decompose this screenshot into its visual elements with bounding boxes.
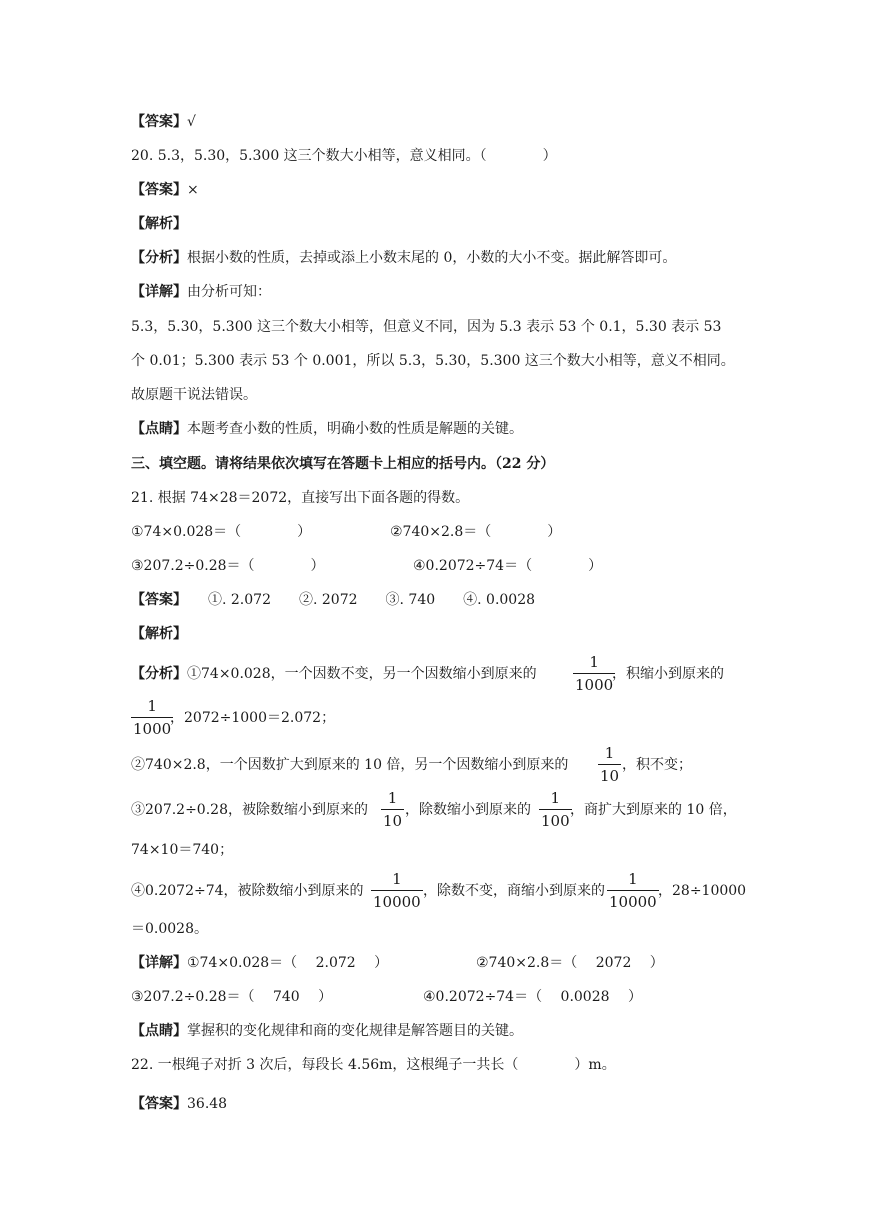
detail-text: 由分析可知： — [187, 284, 271, 300]
detail-body-2: 个 0.01；5.300 表示 53 个 0.001，所以 5.3，5.30，5.300 这三个数大小相等，意义不相同。 — [131, 353, 735, 369]
fraction-denominator: 100 — [541, 812, 570, 830]
comment-tag: 【点睛】 — [131, 421, 187, 437]
section-heading: 三、填空题。请将结果依次填写在答题卡上相应的括号内。（22 分） — [131, 456, 555, 472]
detail-tag: 【详解】 — [131, 284, 187, 300]
fenxi-tag: 【分析】 — [131, 666, 187, 682]
fenxi-text-tail: ，积不变； — [622, 757, 692, 773]
detail-item-4: ④0.2072÷74＝（ 0.0028 ） — [423, 989, 642, 1005]
fraction-1-1000 — [573, 653, 615, 694]
detail-item-3: ③207.2÷0.28＝（ 740 ） — [131, 989, 333, 1005]
fraction-numerator: 1 — [589, 653, 599, 671]
fraction-numerator: 1 — [604, 744, 615, 762]
answer-text: × — [187, 182, 199, 198]
fenxi-text-tail: ，商扩大到原来的 10 倍， — [570, 802, 737, 818]
answer-line-19 — [131, 112, 196, 132]
fraction-denominator: 1000 — [133, 720, 172, 738]
detail-item-1: ①74×0.028＝（ 2.072 ） — [187, 955, 389, 971]
detail-line-21-a — [131, 953, 388, 973]
fenxi-text-tail: ，积缩小到原来的 — [612, 666, 724, 682]
fenxi-line-20 — [131, 248, 676, 268]
answer-tag: 【答案】 — [131, 114, 187, 130]
answer-tag: 【答案】 — [131, 1096, 187, 1112]
fraction-1-10 — [381, 789, 404, 830]
fraction-denominator: 10000 — [609, 893, 657, 911]
detail-body-1: 5.3，5.30，5.300 这三个数大小相等，但意义不同，因为 5.3 表示 53 个 0.1，5.30 表示 53 — [131, 319, 722, 335]
fraction-1-10000 — [371, 870, 423, 911]
answer-text: 36.48 — [187, 1096, 228, 1112]
fenxi-line-21-a — [131, 664, 537, 684]
fenxi-text-mid: ，除数不变，商缩小到原来的 — [423, 883, 605, 899]
fraction-numerator: 1 — [392, 870, 402, 888]
detail-body-3: 故原题干说法错误。 — [131, 387, 257, 403]
q21-item-1: ①74×0.028＝（ ） — [131, 524, 312, 540]
fraction-1-10 — [598, 744, 621, 785]
fenxi-line-21-b: ，2072÷1000＝2.072； — [170, 710, 336, 726]
fraction-numerator: 1 — [147, 697, 157, 715]
fraction-1-1000 — [131, 697, 173, 738]
q21-item-4: ④0.2072÷74＝（ ） — [413, 558, 603, 574]
fenxi-text-mid: ，除数缩小到原来的 — [405, 802, 531, 818]
fraction-denominator: 10000 — [373, 893, 421, 911]
answer-line-22 — [131, 1094, 227, 1114]
fenxi-line-21-g: ＝0.0028。 — [131, 921, 208, 937]
fraction-denominator: 10 — [383, 812, 403, 830]
detail-tag: 【详解】 — [131, 955, 187, 971]
answer-text: ①. 2.072 ②. 2072 ③. 740 ④. 0.0028 — [180, 592, 536, 608]
comment-tag: 【点睛】 — [131, 1023, 187, 1039]
fraction-1-10000 — [607, 870, 659, 911]
answer-line-21 — [131, 590, 535, 610]
fenxi-line-21-f: ④0.2072÷74，被除数缩小到原来的 — [131, 883, 364, 899]
analysis-tag: 【解析】 — [131, 626, 187, 642]
fraction-numerator: 1 — [550, 789, 561, 807]
q21-item-3: ③207.2÷0.28＝（ ） — [131, 558, 325, 574]
question-22: 22. 一根绳子对折 3 次后，每段长 4.56m，这根绳子一共长（ ）m。 — [131, 1057, 616, 1073]
fenxi-tag: 【分析】 — [131, 250, 187, 266]
fraction-numerator: 1 — [628, 870, 638, 888]
question-20: 20. 5.3，5.30，5.300 这三个数大小相等，意义相同。（ ） — [131, 148, 557, 164]
answer-tag: 【答案】 — [131, 592, 180, 608]
fraction-denominator: 1000 — [575, 676, 614, 694]
answer-line-20 — [131, 180, 199, 200]
fenxi-line-21-c: ②740×2.8，一个因数扩大到原来的 10 倍，另一个因数缩小到原来的 — [131, 757, 569, 773]
comment-text: 掌握积的变化规律和商的变化规律是解答题目的关键。 — [187, 1023, 523, 1039]
fenxi-line-21-e: 74×10＝740； — [131, 842, 234, 858]
fenxi-line-21-d: ③207.2÷0.28，被除数缩小到原来的 — [131, 802, 368, 818]
fraction-numerator: 1 — [387, 789, 398, 807]
q21-item-2: ②740×2.8＝（ ） — [390, 524, 562, 540]
fenxi-text: 根据小数的性质，去掉或添上小数末尾的 0，小数的大小不变。据此解答即可。 — [187, 250, 677, 266]
answer-text: √ — [187, 114, 196, 130]
comment-line-21 — [131, 1021, 523, 1041]
fenxi-text: ①74×0.028，一个因数不变，另一个因数缩小到原来的 — [187, 666, 537, 682]
question-21: 21. 根据 74×28＝2072，直接写出下面各题的得数。 — [131, 490, 470, 506]
comment-line-20 — [131, 419, 523, 439]
detail-item-2: ②740×2.8＝（ 2072 ） — [476, 955, 664, 971]
detail-line-20 — [131, 282, 271, 302]
fraction-denominator: 10 — [600, 767, 620, 785]
comment-text: 本题考查小数的性质，明确小数的性质是解题的关键。 — [187, 421, 523, 437]
answer-tag: 【答案】 — [131, 182, 187, 198]
analysis-tag: 【解析】 — [131, 216, 187, 232]
fraction-1-100 — [539, 789, 572, 830]
fenxi-text-tail: ，28÷10000 — [658, 883, 747, 899]
